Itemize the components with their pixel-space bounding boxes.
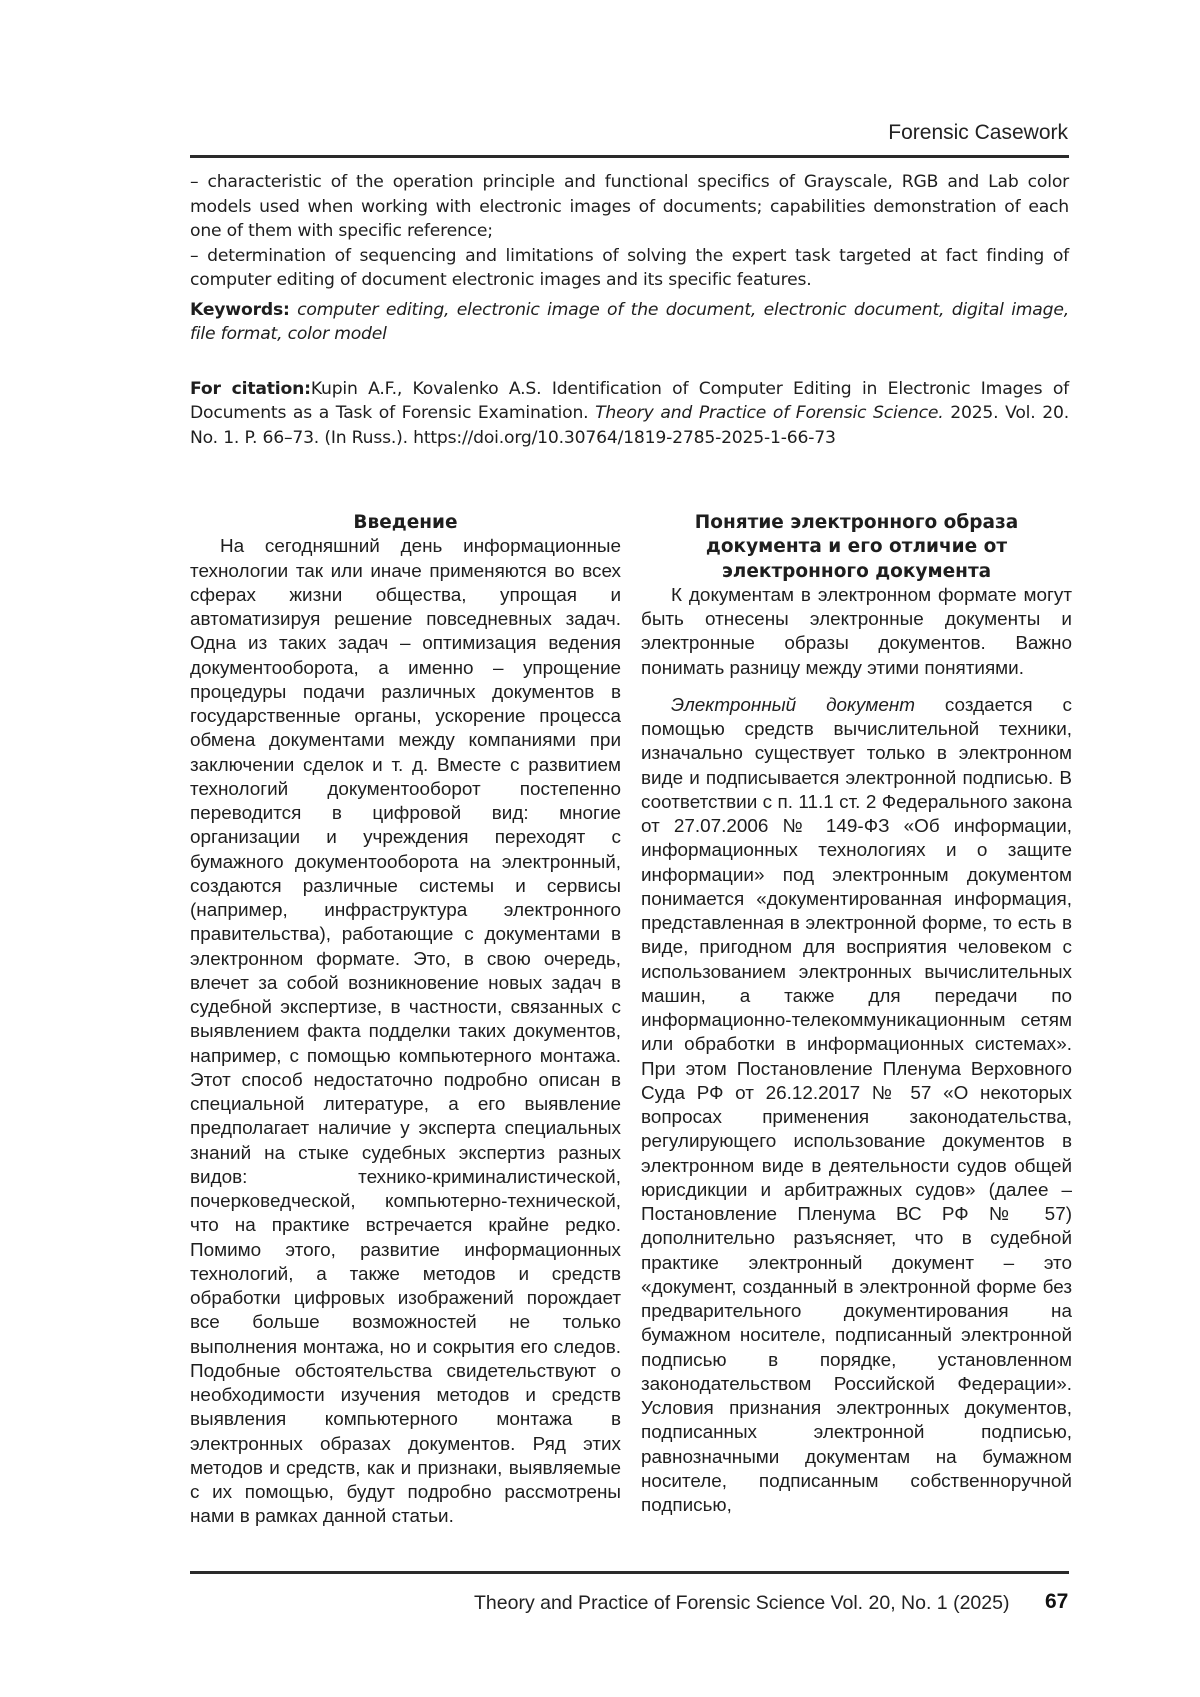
defined-term: Электронный документ: [671, 694, 915, 716]
footer-journal-title: Theory and Practice of Forensic Science Vol. 20, No. 1 (2025): [474, 1592, 1010, 1614]
citation-details: 2025. Vol. 20. No. 1. P. 66–73. (In Russ.). https://doi.org/10.30764/1819-2785-2025-1-66-73: [190, 403, 1069, 448]
definition-paragraph-2: [641, 694, 1072, 1519]
top-rule: [190, 155, 1069, 158]
definition-paragraph-1: К документам в электронном формате могут быть отнесены электронные документы и электронные образы документов. Важно понимать разницу между этими понятиями.: [641, 584, 1072, 679]
introduction-paragraph: На сегодняшний день информационные технологии так или иначе применяются во всех сферах жизни общества, упрощая и автоматизируя решение повседневных задач. Одна из таких задач – оптимизация ведения документооборота, а именно – упрощение процедуры подачи различных документов в государственные органы, ускорение процесса обмена документами между компаниями при заключении сделок и т. д. Вместе с развитием технологий документооборот постепенно переводится в цифровой вид: многие организации и учреждения переходят с бумажного документооборота на электронный, создаются различные системы и сервисы (например, инфраструктура электронного правительства), работающие с документами в электронном формате. Это, в свою очередь, влечет за собой возникновение новых задач в судебной экспертизе, в частности, связанных с выявлением факта подделки таких документов, например, с помощью компьютерного монтажа. Этот способ недостаточно подробно описан в специальной литературе, а его выявление предполагает наличие у эксперта специальных знаний на стыке судебных экспертиз разных видов: технико-криминалистической, почерковедческой, компьютерно-технической, что на практике встречается крайне редко. Помимо этого, развитие информационных технологий, а также методов и средств обработки цифровых изображений порождает все больше возможностей не только выполнения монтажа, но и сокрытия его следов. Подобные обстоятельства свидетельствуют о необходимости изучения методов и средств выявления компьютерного монтажа в электронных образах документов. Ряд этих методов и средств, как и признаки, выявляемые с их помощью, будут подробно рассмотрены нами в рамках данной статьи.: [190, 536, 621, 1528]
abstract-bullet-1: – characteristic of the operation principle and functional specifics of Grayscale, RGB and Lab color models used when working with electronic images of documents; capabilities demonstration of each one of them with specific reference;: [190, 172, 1069, 241]
citation-line: [190, 377, 1069, 451]
section-heading-electronic-image: Понятие электронного образа документа и его отличие от электронного документа: [694, 512, 1019, 582]
right-column: [641, 511, 1072, 1518]
keywords-line: [190, 298, 1069, 347]
citation-journal: Theory and Practice of Forensic Science.: [595, 403, 944, 423]
keywords-text: computer editing, electronic image of the document, electronic document, digital image, file format, color model: [190, 299, 1069, 344]
citation-label: For citation:: [190, 378, 311, 399]
running-head-section: Forensic Casework: [888, 121, 1068, 144]
abstract-bullet-2: – determination of sequencing and limitations of solving the expert task targeted at fact finding of computer editing of document electronic images and its specific features.: [190, 245, 1069, 290]
keywords-label: Keywords:: [190, 299, 290, 320]
left-column: [190, 511, 621, 1530]
abstract-block: [190, 170, 1069, 450]
definition-paragraph-2-text: создается с помощью средств вычислительной техники, изначально существует только в электронном виде и подписывается электронной подписью. В соответствии с п. 11.1 ст. 2 Федерального закона от 27.07.2006 № 149-ФЗ «Об информации, информационных технологиях и о защите информации» под электронным документом понимается «документированная информация, представленная в электронной форме, то есть в виде, пригодном для восприятия человеком с использованием электронных вычислительных машин, а также для передачи по информационно-телекоммуникационным сетям или обработки в информационных системах». При этом Постановление Пленума Верховного Суда РФ от 26.12.2017 № 57 «О некоторых вопросах применения законодательства, регулирующего использование документов в электронном виде в деятельности судов общей юрисдикции и арбитражных судов» (далее – Постановление Пленума ВС РФ № 57) дополнительно разъясняет, что в судебной практике электронный документ – это «документ, созданный в электронной форме без предварительного документирования на бумажном носителе, подписанный электронной подписью в порядке, установленном законодательством Российской Федерации». Условия признания электронных документов, подписанных электронной подписью, равнозначными документам на бумажном носителе, подписанным собственноручной подписью,: [641, 694, 1072, 1516]
bottom-rule: [190, 1571, 1069, 1574]
page-number: 67: [1045, 1590, 1069, 1613]
section-heading-introduction: Введение: [353, 512, 458, 533]
citation-authors: Kupin A.F., Kovalenko A.S. Identification of Computer Editing in Electronic Images of Documents as a Task of Forensic Examination.: [190, 378, 1069, 423]
